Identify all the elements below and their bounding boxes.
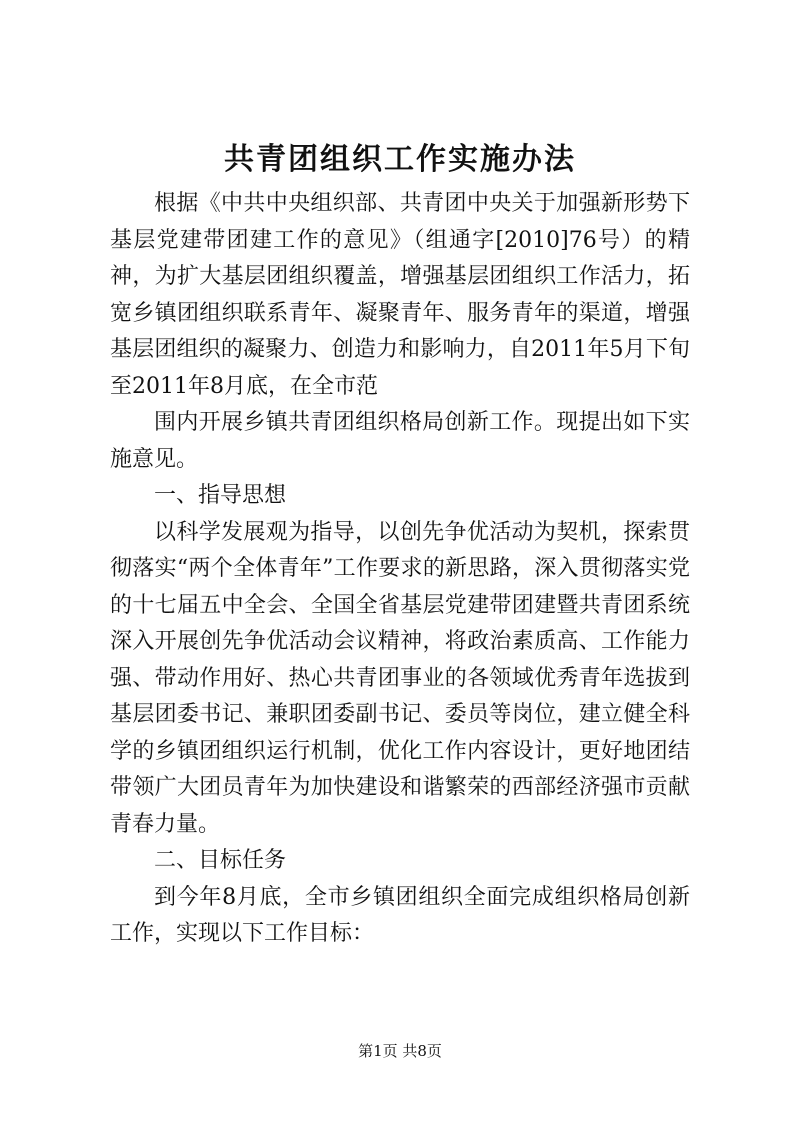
document-title: 共青团组织工作实施办法 — [224, 142, 576, 177]
document-body — [110, 186, 690, 953]
paragraph-goals: 到今年8月底，全市乡镇团组织全面完成组织格局创新工作，实现以下工作目标： — [110, 884, 690, 946]
paragraph-guiding-thought: 以科学发展观为指导，以创先争优活动为契机，探索贯彻落实“两个全体青年”工作要求的新思路，深入贯彻落实党的十七届五中全会、全国全省基层党建带团建暨共青团系统深入开展创先争优活动会议精神，将政治素质高、工作能力强、带动作用好、热心共青团事业的各领域优秀青年选拔到基层团委书记、兼职团委副书记、委员等岗位，建立健全科学的乡镇团组织运行机制，优化工作内容设计，更好地团结带领广大团员青年为加快建设和谐繁荣的西部经济强市贡献青春力量。 — [110, 519, 690, 837]
page-footer: 第1页 共8页 — [358, 1042, 442, 1060]
paragraph-intro: 根据《中共中央组织部、共青团中央关于加强新形势下基层党建带团建工作的意见》（组通字[2010]76号）的精神，为扩大基层团组织覆盖，增强基层团组织工作活力，拓宽乡镇团组织联系青年、凝聚青年、服务青年的渠道，增强基层团组织的凝聚力、创造力和影响力，自2011年5月下旬至2011年8月底，在全市范 — [110, 191, 690, 399]
section-heading-guiding-thought: 一、指导思想 — [154, 483, 287, 508]
paragraph-intro-continued: 围内开展乡镇共青团组织格局创新工作。现提出如下实施意见。 — [110, 410, 690, 472]
section-heading-goals: 二、目标任务 — [154, 848, 287, 873]
